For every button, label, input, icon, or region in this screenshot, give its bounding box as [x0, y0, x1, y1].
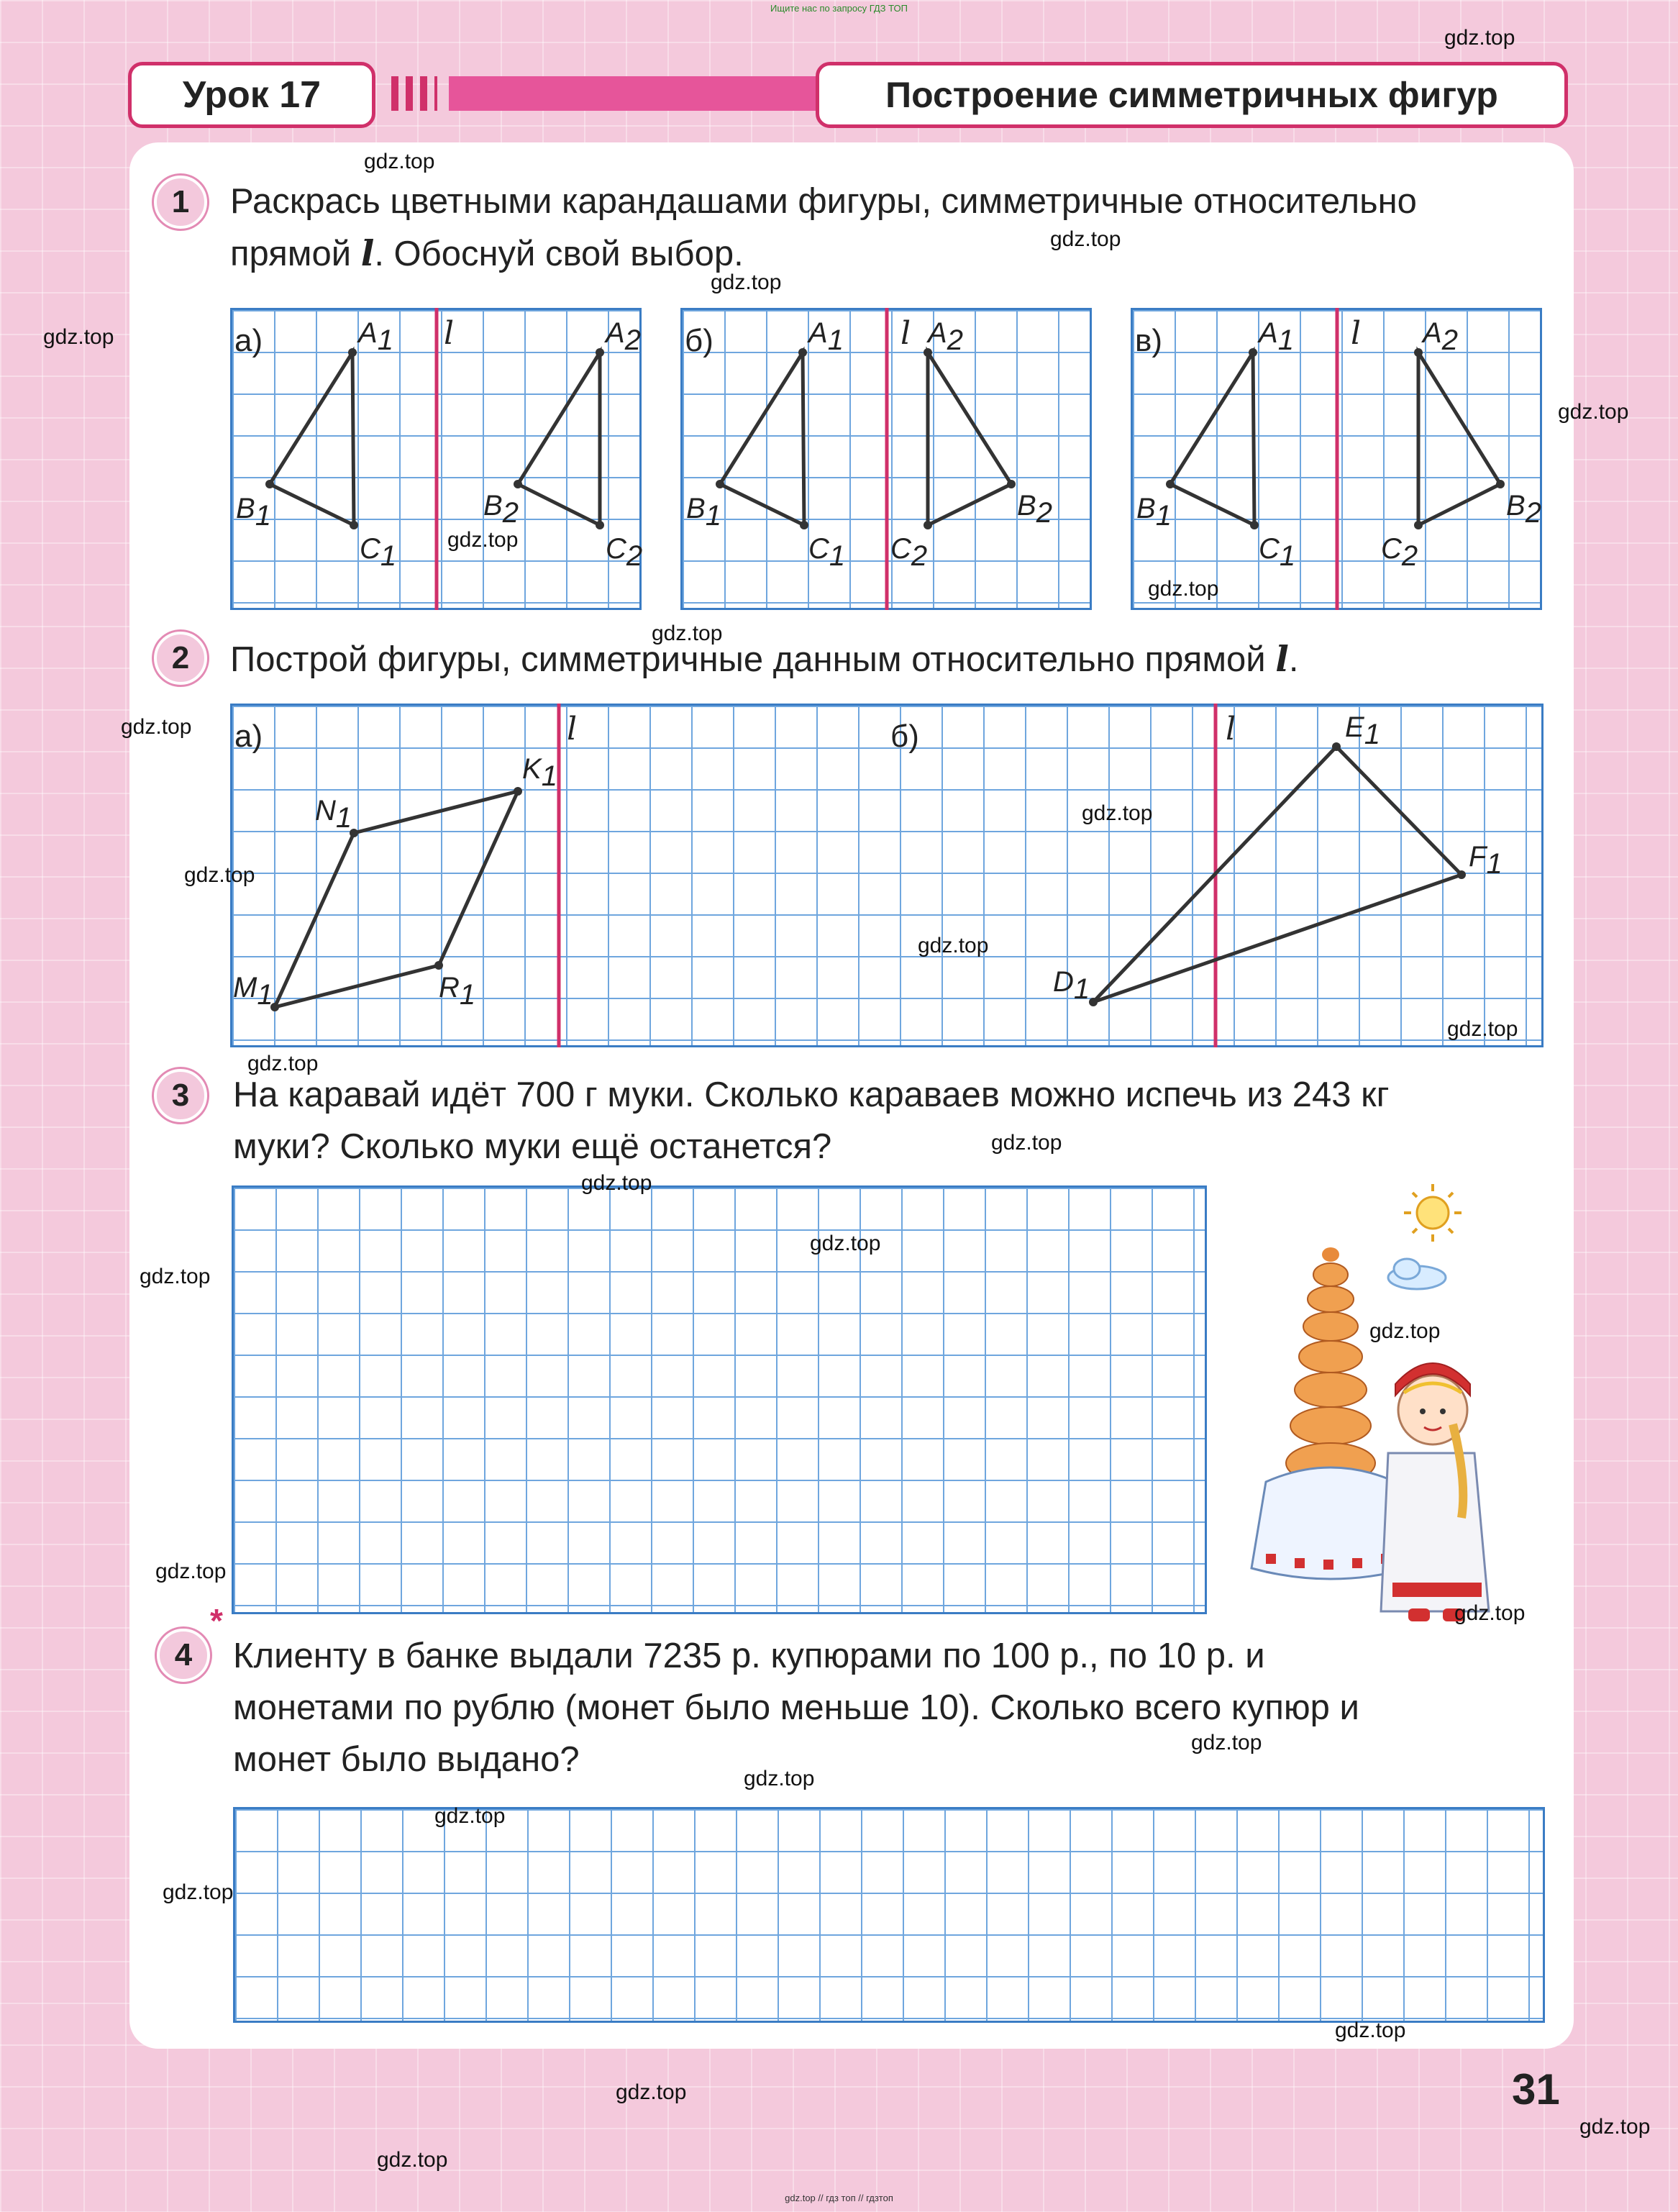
- label-c2: C2: [606, 533, 643, 572]
- watermark: gdz.top: [1369, 1319, 1441, 1343]
- line-label-l-a: l: [567, 711, 578, 747]
- label-a1: A1: [1259, 317, 1294, 356]
- task-1c-figure: [1131, 308, 1542, 610]
- sun-icon: [1404, 1184, 1462, 1242]
- part-label-a: а): [234, 719, 263, 754]
- label-k1: K1: [522, 753, 557, 792]
- watermark: gdz.top: [43, 325, 114, 349]
- top-note: Ищите нас по запросу ГДЗ ТОП: [770, 3, 908, 14]
- watermark: gdz.top: [163, 1880, 234, 1904]
- watermark: gdz.top: [1447, 1017, 1518, 1041]
- label-b1: B1: [1136, 493, 1172, 532]
- lesson-badge: Урок 17: [128, 62, 375, 128]
- task-2-figure: [230, 704, 1544, 1047]
- watermark: gdz.top: [1558, 400, 1629, 424]
- task-1-number: 1: [154, 176, 207, 229]
- line-label-l-b: l: [1226, 711, 1236, 747]
- watermark: gdz.top: [377, 2148, 448, 2172]
- label-a1: A1: [808, 317, 844, 356]
- watermark: gdz.top: [434, 1804, 506, 1828]
- triangle-a2b2c2: [518, 352, 600, 525]
- label-a1: A1: [358, 317, 393, 356]
- bottom-note: gdz.top // гдз топ // гдзтоп: [785, 2193, 893, 2203]
- task-3-number: 3: [154, 1069, 207, 1122]
- line-label-l: l: [444, 315, 455, 352]
- label-r1: R1: [439, 972, 476, 1011]
- label-b2: B2: [483, 490, 519, 529]
- watermark: gdz.top: [364, 150, 435, 173]
- task-4-star: *: [210, 1602, 223, 1639]
- task-4-line-3: монет было выдано?: [233, 1740, 580, 1779]
- label-m1: M1: [233, 972, 273, 1011]
- task-3-answer-grid[interactable]: [232, 1185, 1207, 1614]
- task-1-text: [230, 176, 1417, 280]
- triangle-a1b1c1: [1170, 352, 1254, 525]
- line-l-symbol: l: [1275, 638, 1289, 680]
- girl-with-bread-illustration: [1237, 1180, 1496, 1626]
- label-a2: A2: [606, 317, 641, 356]
- task-3-line-2: муки? Сколько муки ещё останется?: [233, 1127, 832, 1166]
- label-c1: C1: [1259, 533, 1296, 572]
- line-l-symbol: l: [360, 232, 375, 274]
- line-label-l: l: [900, 315, 911, 352]
- triangle-a2b2c2: [928, 352, 1011, 525]
- label-b2: B2: [1506, 490, 1541, 529]
- task-4-line-1: Клиенту в банке выдали 7235 р. купюрами по 100 р., по 10 р. и: [233, 1637, 1265, 1675]
- label-c2: C2: [890, 533, 928, 572]
- label-f1: F1: [1469, 841, 1503, 880]
- page-title: Построение симметричных фигур: [816, 62, 1568, 128]
- task-4-number: 4: [157, 1629, 210, 1682]
- watermark: gdz.top: [711, 270, 782, 294]
- task-4-text: [233, 1630, 1359, 1785]
- task-1a-figure: [230, 308, 642, 610]
- watermark: gdz.top: [447, 528, 519, 552]
- part-label-b: б): [685, 323, 713, 358]
- watermark: gdz.top: [1335, 2018, 1406, 2042]
- watermark: gdz.top: [1050, 227, 1121, 251]
- task-2-number: 2: [154, 632, 207, 685]
- bread-tower-icon: [1286, 1247, 1375, 1483]
- task-1-line-2: прямой l. Обоснуй свой выбор.: [230, 232, 744, 274]
- watermark: gdz.top: [918, 934, 989, 957]
- watermark: gdz.top: [155, 1560, 227, 1583]
- task-3-line-1: На каравай идёт 700 г муки. Сколько караваев можно испечь из 243 кг: [233, 1075, 1390, 1114]
- triangle-a1b1c1: [720, 352, 804, 525]
- part-label-a: а): [234, 323, 263, 358]
- triangle-a1b1c1: [270, 352, 354, 525]
- watermark: gdz.top: [1191, 1731, 1262, 1754]
- watermark: gdz.top: [744, 1767, 815, 1790]
- task-4-answer-grid[interactable]: [233, 1807, 1545, 2023]
- watermark: gdz.top: [991, 1131, 1062, 1155]
- part-label-c: в): [1135, 323, 1163, 358]
- girl-icon: [1381, 1363, 1489, 1621]
- triangle-def: [1093, 747, 1462, 1002]
- label-b1: B1: [236, 493, 271, 532]
- task-2-text: Построй фигуры, симметричные данным относительно прямой l.: [230, 638, 1299, 680]
- watermark: gdz.top: [184, 863, 255, 887]
- label-c1: C1: [808, 533, 846, 572]
- watermark: gdz.top: [652, 622, 723, 645]
- watermark: gdz.top: [1454, 1601, 1526, 1625]
- label-a2: A2: [1423, 317, 1458, 356]
- watermark: gdz.top: [1444, 26, 1515, 50]
- label-c1: C1: [360, 533, 397, 572]
- label-d1: D1: [1053, 966, 1090, 1005]
- triangle-a2b2c2: [1418, 352, 1500, 525]
- watermark: gdz.top: [1579, 2115, 1651, 2139]
- watermark: gdz.top: [581, 1171, 652, 1195]
- quadrilateral-mnkr: [275, 791, 518, 1007]
- watermark: gdz.top: [616, 2080, 687, 2104]
- watermark: gdz.top: [140, 1265, 211, 1288]
- label-a2: A2: [928, 317, 963, 356]
- watermark: gdz.top: [247, 1052, 319, 1075]
- cloud-icon: [1388, 1259, 1446, 1289]
- watermark: gdz.top: [810, 1232, 881, 1255]
- watermark: gdz.top: [121, 715, 192, 739]
- watermark: gdz.top: [1148, 577, 1219, 601]
- page-number: 31: [1512, 2065, 1560, 2113]
- label-c2: C2: [1381, 533, 1418, 572]
- task-4-line-2: монетами по рублю (монет было меньше 10). Сколько всего купюр и: [233, 1688, 1359, 1727]
- task-3-text: [233, 1069, 1389, 1173]
- header-stripes: [391, 76, 437, 111]
- header-ribbon: [449, 76, 823, 111]
- part-label-b: б): [890, 719, 919, 754]
- task-1b-figure: [680, 308, 1092, 610]
- label-b2: B2: [1017, 490, 1052, 529]
- watermark: gdz.top: [1082, 801, 1153, 825]
- label-b1: B1: [686, 493, 721, 532]
- label-n1: N1: [315, 795, 352, 834]
- task-1-line-1: Раскрась цветными карандашами фигуры, симметричные относительно: [230, 182, 1417, 221]
- label-e1: E1: [1345, 711, 1380, 750]
- line-label-l: l: [1351, 315, 1362, 352]
